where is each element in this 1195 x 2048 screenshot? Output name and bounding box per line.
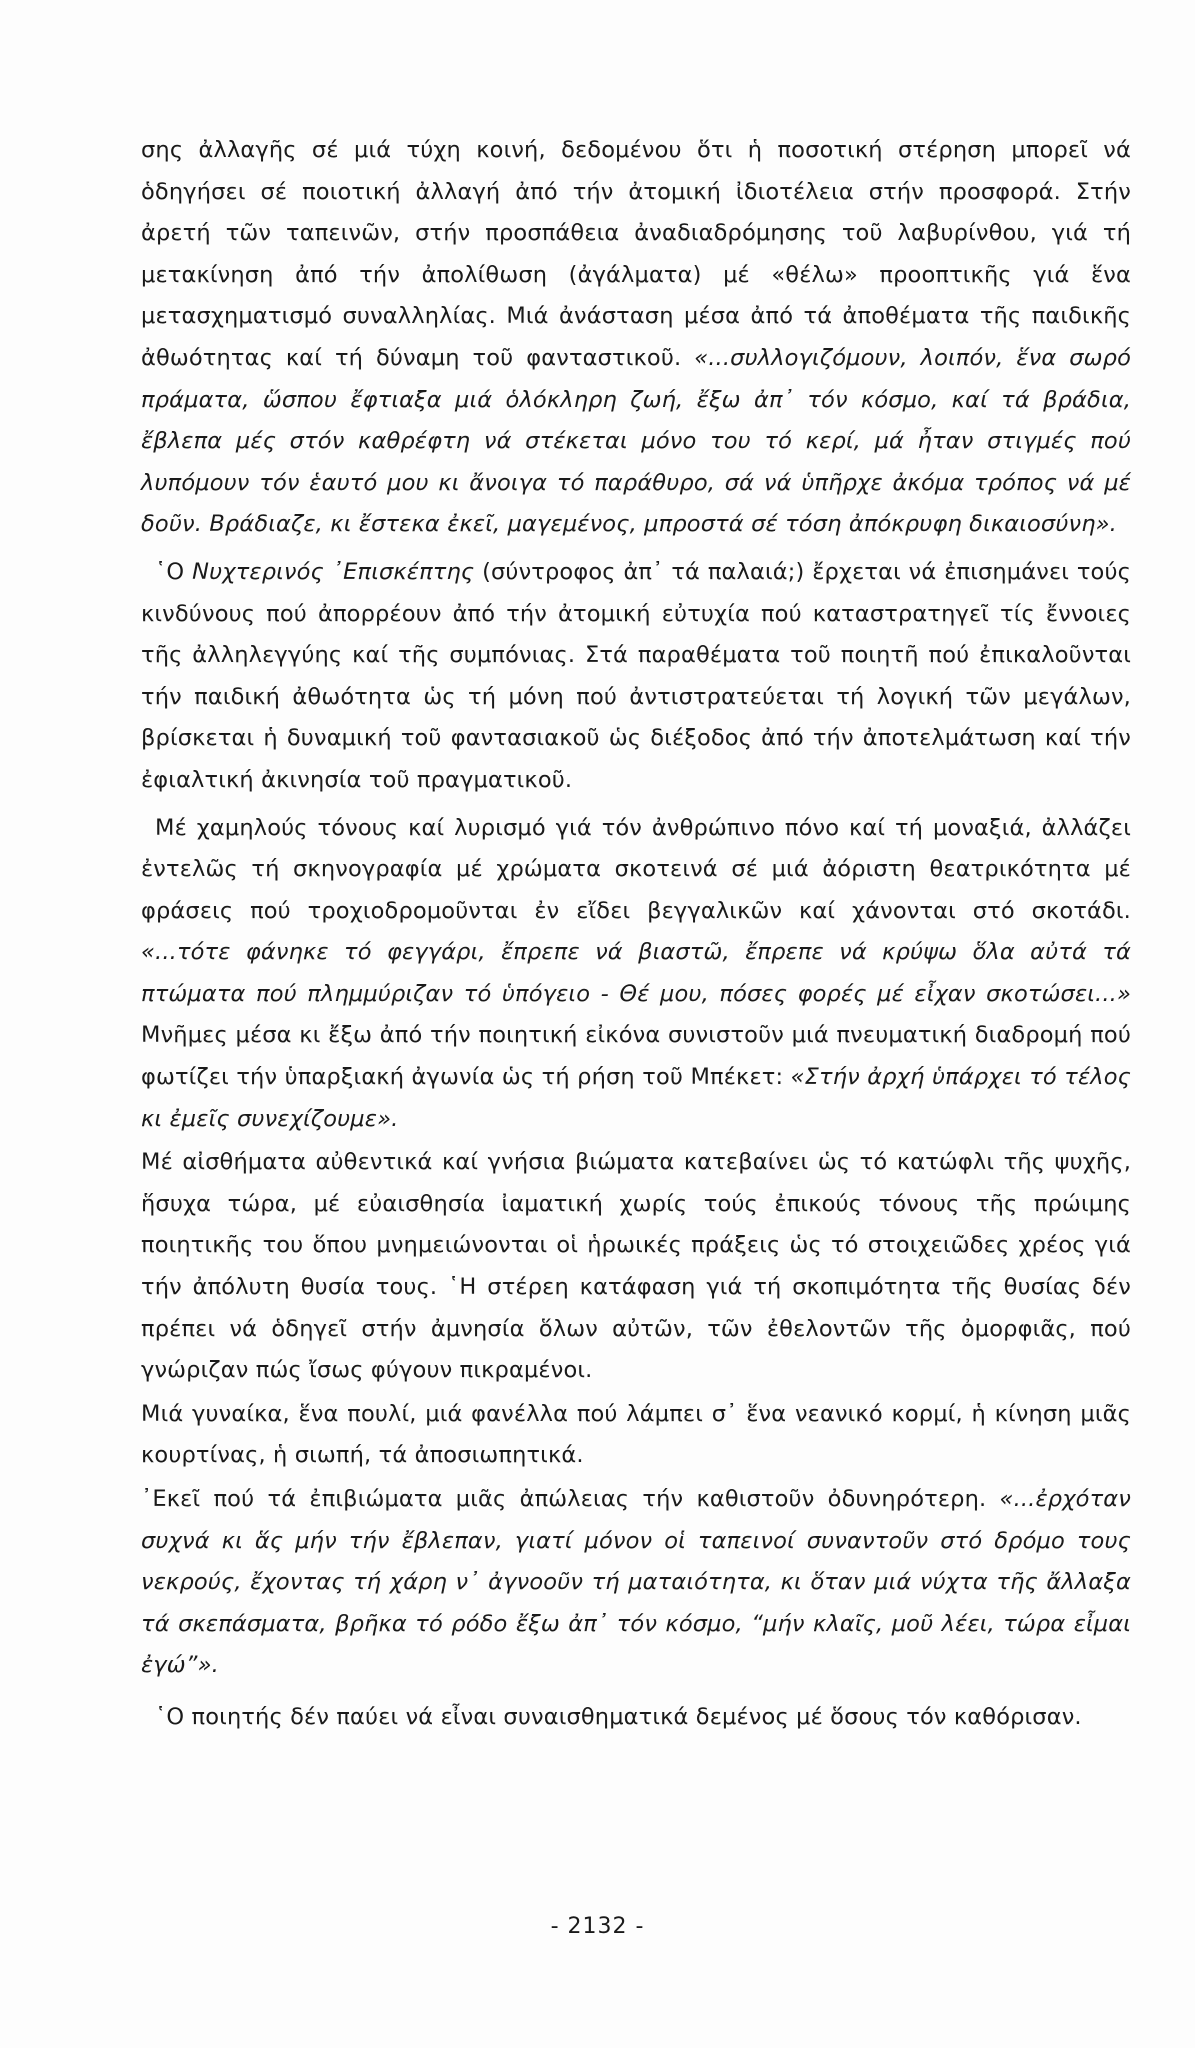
paragraph-4 xyxy=(141,1142,1131,1392)
paragraph-text: σης ἀλλαγῆς σέ μιά τύχη κοινή, δεδομένου ὅτι ἡ ποσοτική στέρηση μπορεῖ νά ὁδηγήσει σέ ποιοτική ἀλλαγή ἀπό τήν ἀτομική ἰδιοτέλεια στήν προσφορά. Στήν ἀρετή τῶν ταπεινῶν, στήν προσπάθεια ἀναδιαδρόμησης τοῦ λαβυρίνθου, γιά τή μετακίνηση ἀπό τήν ἀπολίθωση (ἀγάλματα) μέ «θέλω» προοπτικῆς γιά ἕνα μετασχηματισμό συναλληλίας. Μιά ἀνάσταση μέσα ἀπό τά ἀποθέματα τῆς παιδικῆς ἀθωότητας καί τή δύναμη τοῦ φανταστικοῦ. xyxy=(141,137,1131,371)
paragraph-1 xyxy=(141,130,1131,546)
paragraph-text: (σύντροφος ἀπ᾽ τά παλαιά;) ἔρχεται νά ἐπισημάνει τούς κινδύνους πού ἀπορρέουν ἀπό τήν ἀτομική εὐτυχία πού καταστρατηγεῖ τίς ἔννοιες τῆς ἀλληλεγγύης καί τῆς συμπόνιας. Στά παραθέματα τοῦ ποιητῆ πού ἐπικαλοῦνται τήν παιδική ἀθωότητα ὡς τή μόνη πού ἀντιστρατεύεται τή λογική τῶν μεγάλων, βρίσκεται ἡ δυναμική τοῦ φαντασιακοῦ ὡς διέξοδος ἀπό τήν ἀποτελμάτωση καί τήν ἐφιαλτική ἀκινησία τοῦ πραγματικοῦ. xyxy=(141,558,1131,793)
beckett-quotation: «Στήν ἀρχή ὑπάρχει τό τέλος κι ἐμεῖς συνεχίζουμε». xyxy=(141,1064,1131,1132)
paragraph-3 xyxy=(141,808,1131,1141)
paragraph-6 xyxy=(141,1479,1131,1687)
paragraph-7 xyxy=(141,1697,1131,1739)
paragraph-text: Μέ χαμηλούς τόνους καί λυρισμό γιά τόν ἀνθρώπινο πόνο καί τή μοναξιά, ἀλλάζει ἐντελῶς τή σκηνογραφία μέ χρώματα σκοτεινά σέ μιά ἀόριστη θεατρικότητα μέ φράσεις πού τροχιοδρομοῦνται ἐν εἴδει βεγγαλικῶν καί χάνονται στό σκοτάδι. xyxy=(141,814,1131,924)
paragraph-text: Μέ αἰσθήματα αὐθεντικά καί γνήσια βιώματα κατεβαίνει ὡς τό κατώφλι τῆς ψυχῆς, ἥσυχα τώρα, μέ εὐαισθησία ἰαματική χωρίς τούς ἐπικούς τόνους τῆς πρώιμης ποιητικῆς του ὅπου μνημειώνονται οἱ ἡρωικές πράξεις ὡς τό στοιχειῶδες χρέος γιά τήν ἀπόλυτη θυσία τους. ῾Η στέρεη κατάφαση γιά τή σκοπιμότητα τῆς θυσίας δέν πρέπει νά ὁδηγεῖ στήν ἀμνησία ὅλων αὐτῶν, τῶν ἐθελοντῶν τῆς ὀμορφιᾶς, πού γνώριζαν πώς ἴσως φύγουν πικραμένοι. xyxy=(141,1149,1131,1384)
book-title: Νυχτερινός ᾽Επισκέπτης xyxy=(192,558,475,585)
paragraph-text: ῾Ο xyxy=(155,558,193,585)
paragraph-text: ᾽Εκεῖ πού τά ἐπιβιώματα μιᾶς ἀπώλειας τήν καθιστοῦν ὀδυνηρότερη. xyxy=(141,1486,1000,1512)
page-number: - 2132 - xyxy=(550,1914,645,1939)
paragraph-5 xyxy=(141,1394,1131,1477)
paragraph-text: Μνῆμες μέσα κι ἔξω ἀπό τήν ποιητική εἰκόνα συνιστοῦν μιά πνευματική διαδρομή πού φωτίζει τήν ὑπαρξιακή ἀγωνία ὡς τή ρήση τοῦ Μπέκετ: xyxy=(141,1022,1131,1091)
poem-quotation: «...ἐρχόταν συχνά κι ἅς μήν τήν ἔβλεπαν, γιατί μόνον οἱ ταπεινοί συναντοῦν στό δρόμο τους νεκρούς, ἔχοντας τή χάρη ν᾽ ἀγνοοῦν τή ματαιότητα, κι ὅταν μιά νύχτα τῆς ἄλλαξα τά σκεπάσματα, βρῆκα τό ρόδο ἔξω ἀπ᾽ τόν κόσμο, “μήν κλαῖς, μοῦ λέει, τώρα εἶμαι ἐγώ”». xyxy=(141,1486,1131,1679)
body-text xyxy=(141,130,1131,1739)
paragraph-text: ῾Ο ποιητής δέν παύει νά εἶναι συναισθηματικά δεμένος μέ ὅσους τόν καθόρισαν. xyxy=(155,1703,1082,1730)
paragraph-2 xyxy=(141,552,1131,802)
poem-quotation: «...συλλογιζόμουν, λοιπόν, ἕνα σωρό πράματα, ὥσπου ἔφτιαξα μιά ὁλόκληρη ζωή, ἔξω ἀπ᾽ τόν κόσμο, καί τά βράδια, ἔβλεπα μές στόν καθρέφτη νά στέκεται μόνο του τό κερί, μά ἦταν στιγμές πού λυπόμουν τόν ἑαυτό μου κι ἄνοιγα τό παράθυρο, σά νά ὑπῆρχε ἀκόμα τρόπος νά μέ δοῦν. Βράδιαζε, κι ἔστεκα ἐκεῖ, μαγεμένος, μπροστά σέ τόση ἀπόκρυφη δικαιοσύνη». xyxy=(141,344,1131,538)
paragraph-text: Μιά γυναίκα, ἕνα πουλί, μιά φανέλλα πού λάμπει σ᾽ ἕνα νεανικό κορμί, ἡ κίνηση μιᾶς κουρτίνας, ἡ σιωπή, τά ἀποσιωπητικά. xyxy=(141,1400,1131,1469)
poem-quotation: «...τότε φάνηκε τό φεγγάρι, ἔπρεπε νά βιαστῶ, ἔπρεπε νά κρύψω ὅλα αὐτά τά πτώματα πού πλημμύριζαν τό ὑπόγειο - Θέ μου, πόσες φορές μέ εἶχαν σκοτώσει...» xyxy=(141,939,1131,1007)
